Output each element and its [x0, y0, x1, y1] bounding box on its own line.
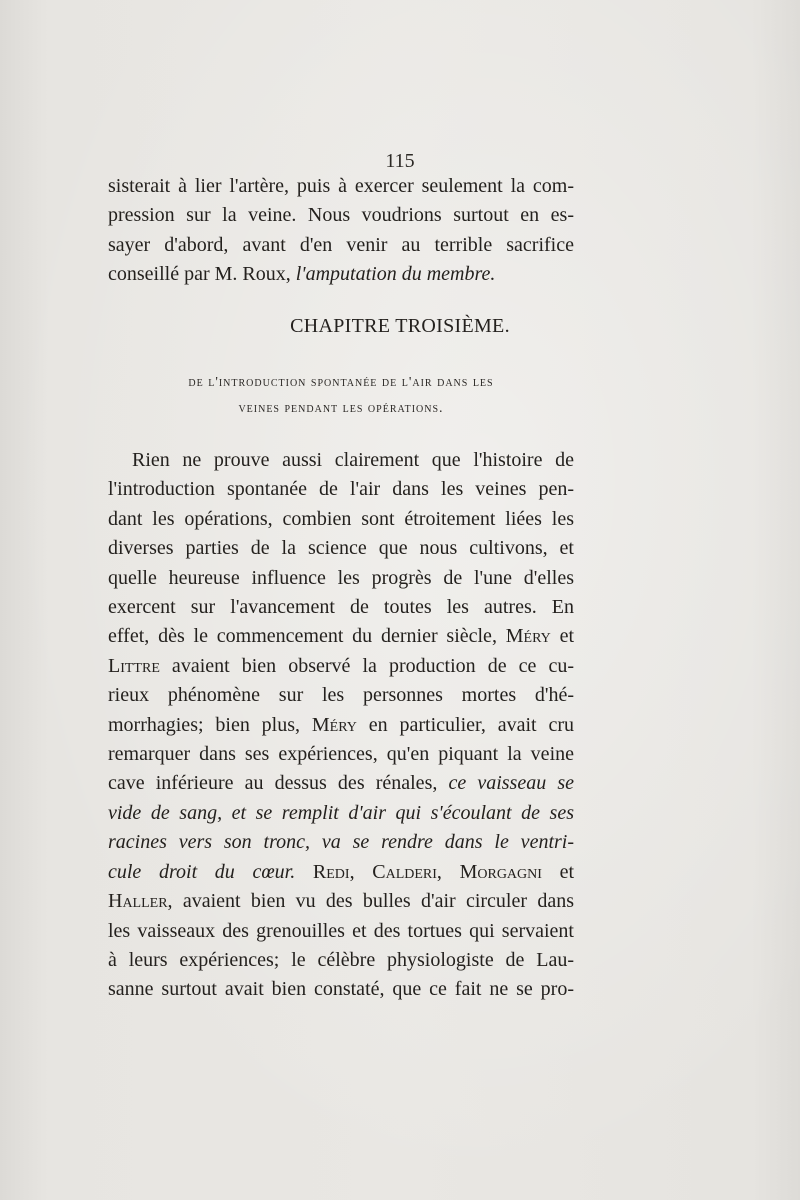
chapter-subtitle-line-1: de l'introduction spontanée de l'air dans les: [188, 375, 494, 390]
text-run: en particulier, avait cru: [356, 713, 574, 736]
text-line: [108, 446, 574, 475]
small-caps-name: Redi: [312, 860, 350, 883]
page-number: 115: [385, 150, 415, 172]
text-run: ,: [349, 860, 373, 883]
text-line: [108, 475, 574, 504]
text-run: sayer d'abord, avant d'en venir au terrible sacrifice: [108, 233, 574, 256]
text-run: , avaient bien vu des bulles d'air circuler dans: [167, 890, 574, 913]
text-run: sisterait à lier l'artère, puis à exercer seulement la com-: [108, 175, 574, 197]
text-line: [108, 946, 574, 975]
text-run: cave inférieure au dessus des rénales,: [108, 772, 449, 795]
small-caps-name: Méry: [505, 625, 551, 648]
text-line: [108, 740, 574, 769]
text-run: et: [541, 860, 575, 883]
small-caps-name: Méry: [311, 713, 357, 736]
text-run: rieux phénomène sur les personnes mortes d'hé-: [108, 684, 574, 707]
text-run: les vaisseaux des grenouilles et des tortues qui servaient: [108, 919, 574, 942]
italic-text: vide de sang, et se remplit d'air qui s'écoulant de ses: [108, 801, 574, 824]
text-run: pression sur la veine. Nous voudrions surtout en es-: [108, 204, 574, 227]
small-caps-name: Morgagni: [459, 860, 542, 883]
text-line: [108, 534, 574, 563]
text-line: [108, 975, 574, 1004]
text-run: effet, dès le commencement du dernier siècle,: [108, 625, 506, 648]
text-line: [108, 564, 574, 593]
text-run: avaient bien observé la production de ce cu-: [159, 654, 574, 677]
text-line: [108, 622, 574, 651]
text-line: [108, 858, 574, 887]
text-run: exercent sur l'avancement de toutes les autres. En: [108, 596, 574, 619]
italic-text: racines vers son tronc, va se rendre dans le ventri-: [108, 831, 574, 854]
text-run: conseillé par M. Roux,: [108, 263, 296, 286]
text-run: ,: [436, 860, 460, 883]
chapter-subtitle-line-2: veines pendant les opérations.: [238, 401, 444, 416]
italic-text: l'amputation du membre.: [295, 263, 496, 286]
chapter-subtitle: [108, 370, 574, 422]
text-run: remarquer dans ses expériences, qu'en piquant la veine: [108, 743, 574, 766]
main-paragraph: [108, 446, 574, 1005]
text-line: [108, 231, 574, 260]
chapter-title: CHAPITRE TROISIÈME.: [290, 315, 510, 337]
text-run: [295, 861, 313, 883]
text-line: [108, 505, 574, 534]
text-line: [108, 711, 574, 740]
text-line: [108, 201, 574, 230]
text-line: [108, 799, 574, 828]
text-run: et: [550, 625, 574, 648]
text-run: sanne surtout avait bien constaté, que ce fait ne se pro-: [108, 978, 574, 1001]
small-caps-name: Calderi: [372, 860, 437, 883]
text-run: morrhagies; bien plus,: [108, 713, 312, 736]
text-run: quelle heureuse influence les progrès de l'une d'elles: [108, 566, 574, 589]
small-caps-name: Haller: [108, 890, 168, 913]
text-run: dant les opérations, combien sont étroitement liées les: [108, 507, 574, 530]
text-run: Rien ne prouve aussi clairement que l'histoire de: [132, 449, 574, 471]
text-run: l'introduction spontanée de l'air dans les veines pen-: [108, 478, 574, 501]
text-line: [108, 917, 574, 946]
text-line: [108, 769, 574, 798]
text-line: [108, 887, 574, 916]
text-line: [108, 260, 574, 289]
text-run: diverses parties de la science que nous cultivons, et: [108, 537, 574, 560]
italic-text: cule droit du cœur.: [108, 860, 296, 883]
text-line: [108, 652, 574, 681]
text-line: [108, 172, 574, 201]
top-paragraph: [108, 172, 574, 290]
text-line: [108, 681, 574, 710]
italic-text: ce vaisseau se: [448, 772, 574, 795]
text-line: [108, 828, 574, 857]
text-line: [108, 593, 574, 622]
small-caps-name: Littre: [108, 654, 160, 677]
text-run: à leurs expériences; le célèbre physiologiste de Lau-: [108, 948, 574, 971]
